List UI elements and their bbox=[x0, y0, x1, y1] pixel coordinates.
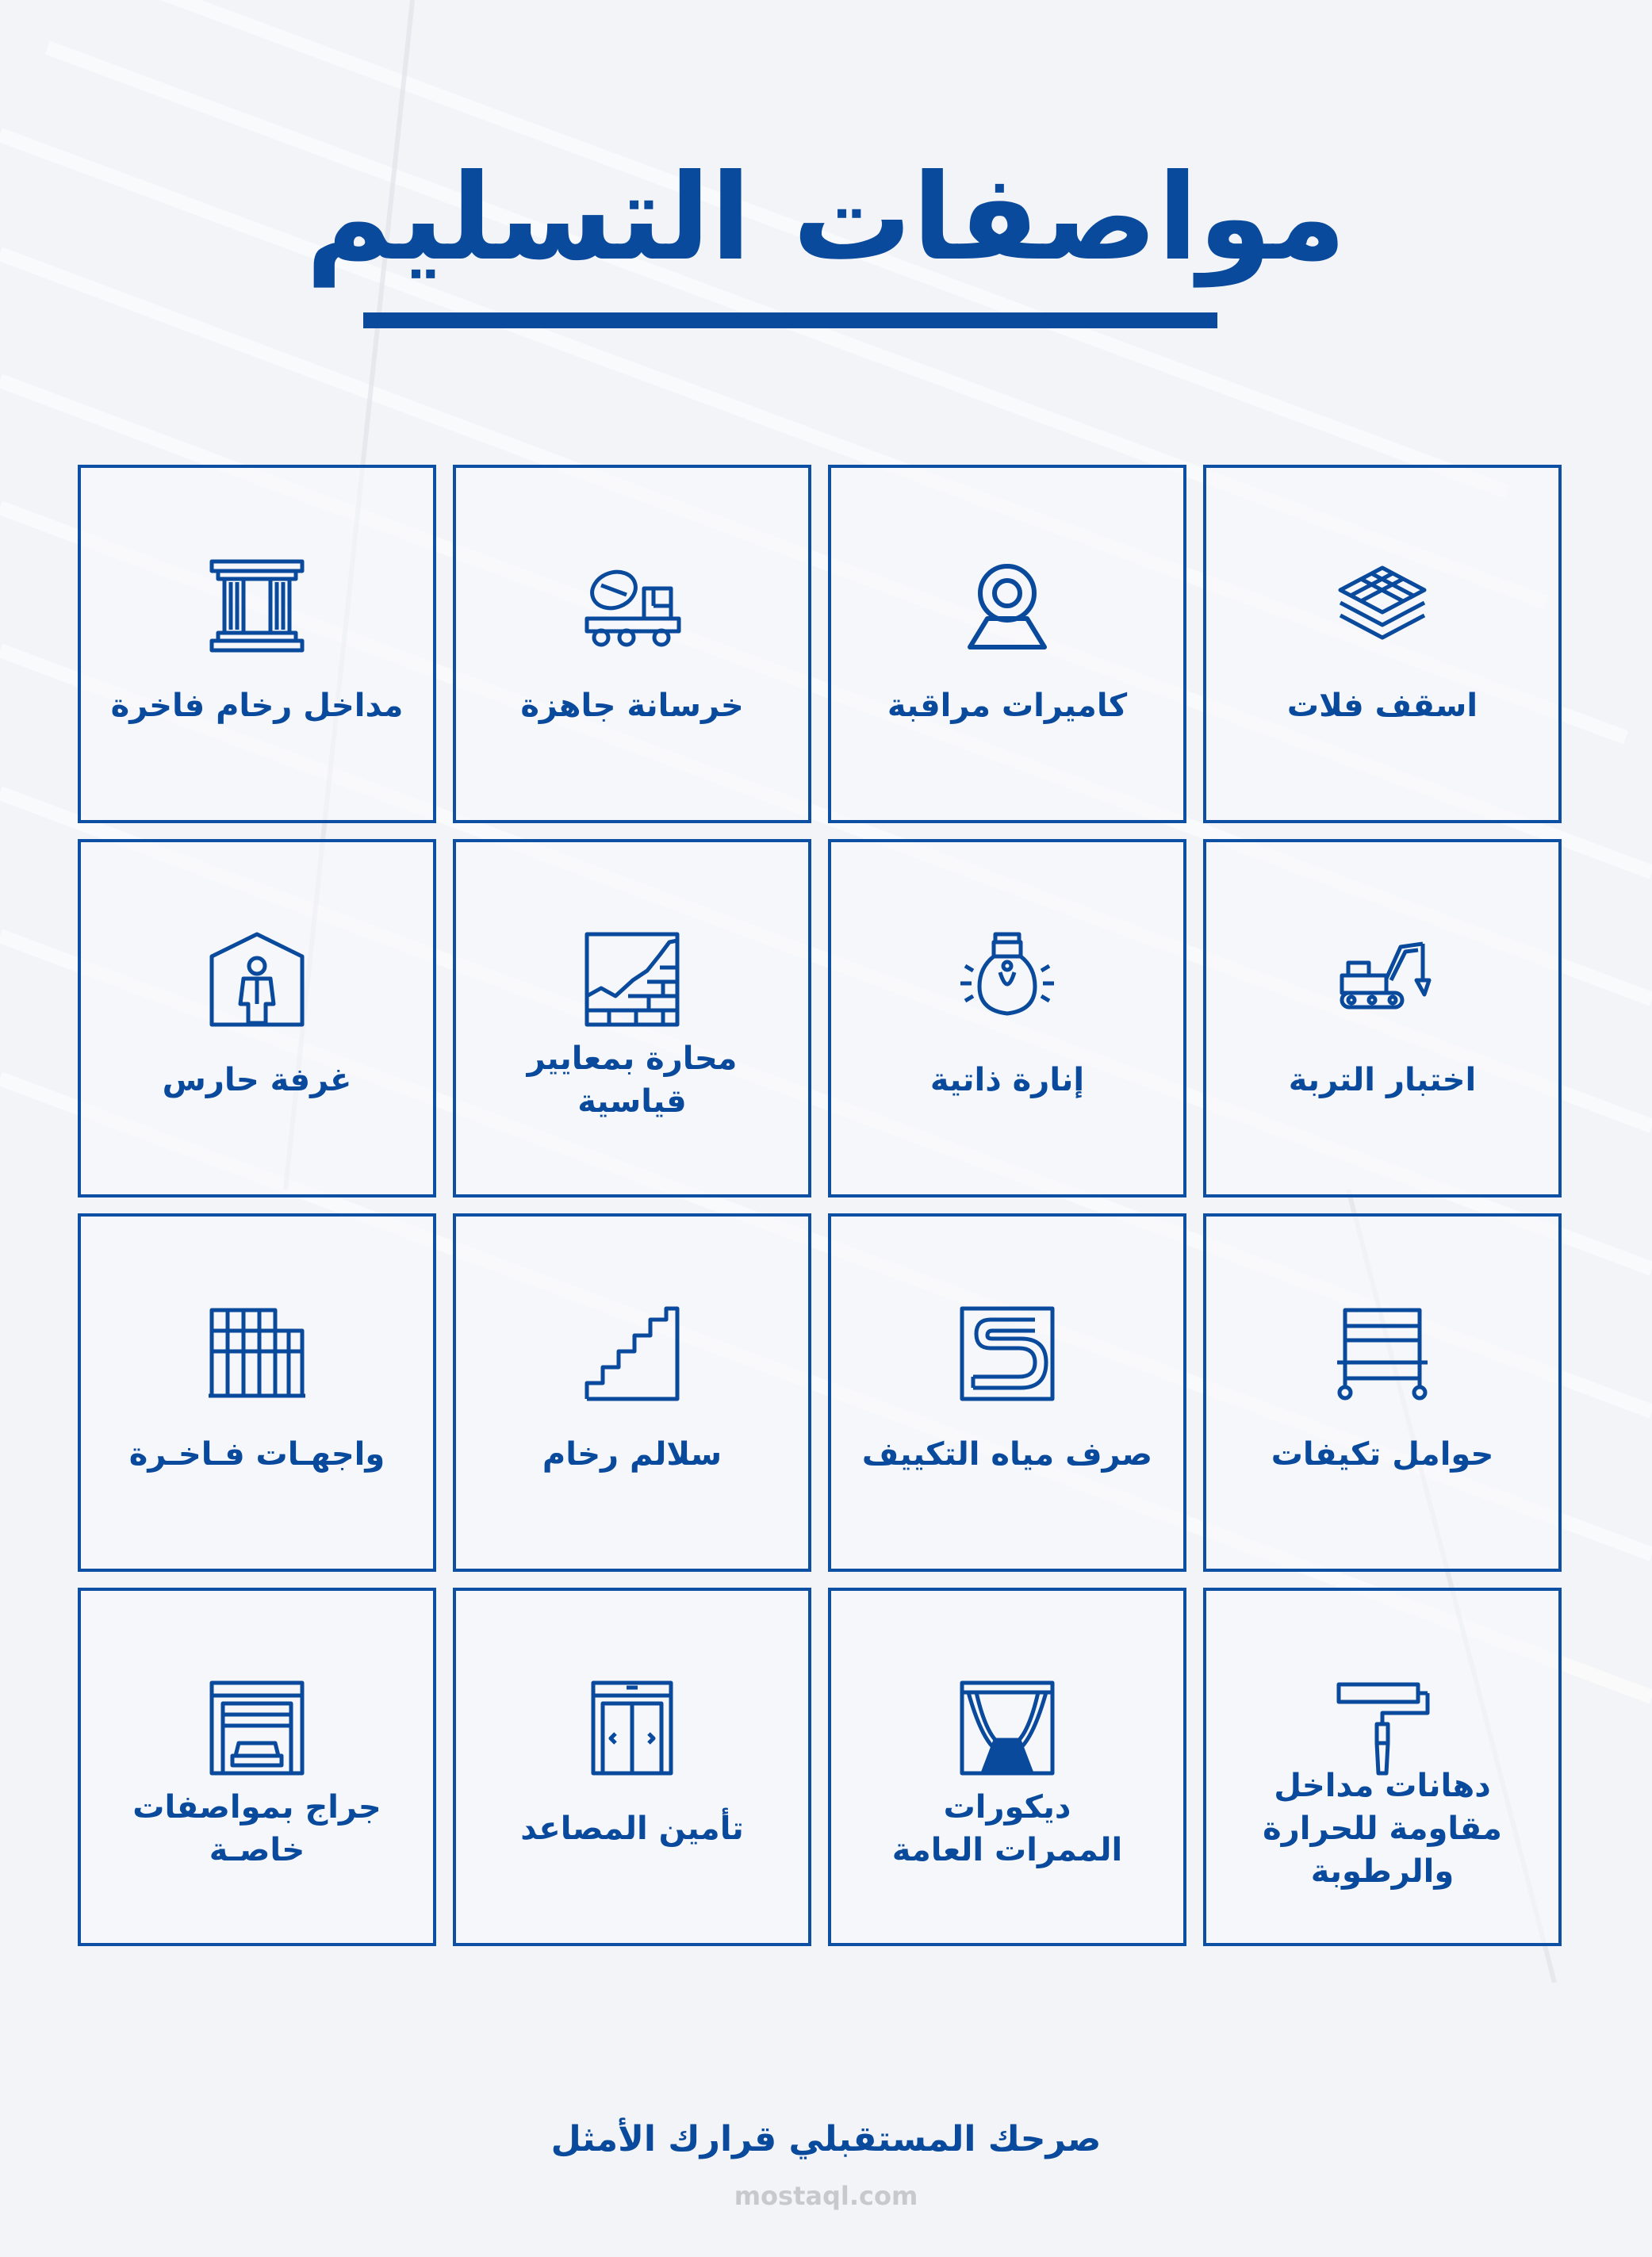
columns-icon bbox=[205, 554, 309, 657]
spec-card-marble-stairs bbox=[453, 1213, 811, 1572]
spec-card-ready-concrete bbox=[453, 465, 811, 823]
spec-label: غرفة حارس bbox=[162, 1062, 352, 1098]
specs-grid bbox=[76, 465, 1562, 1946]
spec-card-plaster bbox=[453, 839, 811, 1197]
spec-label: حوامل تكيفات bbox=[1271, 1436, 1494, 1473]
elevator-icon bbox=[581, 1676, 684, 1780]
building-facade-icon bbox=[205, 1302, 309, 1405]
webcam-icon bbox=[956, 554, 1059, 657]
spec-card-elevator-security bbox=[453, 1588, 811, 1946]
spec-label: واجهـات فـاخـرة bbox=[128, 1436, 385, 1473]
spec-label: صرف مياه التكييف bbox=[861, 1436, 1153, 1473]
spec-label: تأمين المصاعد bbox=[520, 1811, 744, 1847]
spec-label: اختبار التربة bbox=[1288, 1062, 1477, 1098]
spec-card-ac-drainage bbox=[828, 1213, 1186, 1572]
spec-label: جراج بمواصفات خاصـة bbox=[132, 1789, 381, 1868]
corridor-curtains-icon bbox=[956, 1676, 1059, 1780]
spec-label: كاميرات مراقبة bbox=[887, 688, 1128, 724]
spec-card-entrance-paints bbox=[1203, 1588, 1562, 1946]
spec-card-luxury-facades bbox=[78, 1213, 436, 1572]
concrete-mixer-truck-icon bbox=[581, 554, 684, 657]
spec-label: ديكورات الممرات العامة bbox=[891, 1789, 1123, 1868]
spec-label: محارة بمعايير قياسية bbox=[527, 1040, 738, 1120]
spec-label: خرسانة جاهزة bbox=[520, 688, 744, 724]
title-underline bbox=[363, 312, 1217, 328]
drain-pipe-icon bbox=[956, 1302, 1059, 1405]
spec-card-cameras bbox=[828, 465, 1186, 823]
light-bulb-icon bbox=[956, 928, 1059, 1031]
spec-card-self-lighting bbox=[828, 839, 1186, 1197]
spec-card-guard-room bbox=[78, 839, 436, 1197]
guard-room-icon bbox=[205, 928, 309, 1031]
spec-card-corridor-decor bbox=[828, 1588, 1186, 1946]
spec-card-soil-testing bbox=[1203, 839, 1562, 1197]
stairs-icon bbox=[581, 1302, 684, 1405]
spec-card-ac-stands bbox=[1203, 1213, 1562, 1572]
ceiling-layers-icon bbox=[1331, 554, 1434, 657]
excavator-icon bbox=[1331, 928, 1434, 1031]
spec-card-garage bbox=[78, 1588, 436, 1946]
ac-stand-icon bbox=[1331, 1302, 1434, 1405]
page-title: مواصفات التسليم bbox=[305, 149, 1347, 287]
spec-label: مداخل رخام فاخرة bbox=[110, 688, 404, 724]
footer-tagline: صرحك المستقبلي قرارك الأمثل bbox=[550, 2119, 1102, 2159]
spec-label: إنارة ذاتية bbox=[929, 1062, 1085, 1098]
watermark-text: mostaql.com bbox=[734, 2181, 918, 2211]
spec-card-flat-ceilings bbox=[1203, 465, 1562, 823]
spec-card-marble-entrances bbox=[78, 465, 436, 823]
spec-label: سلالم رخام bbox=[542, 1436, 723, 1473]
spec-label: دهانات مداخل مقاومة للحرارة والرطوبة bbox=[1263, 1768, 1502, 1890]
garage-icon bbox=[205, 1676, 309, 1780]
spec-label: اسقف فلات bbox=[1286, 688, 1478, 724]
plastered-wall-icon bbox=[581, 928, 684, 1031]
